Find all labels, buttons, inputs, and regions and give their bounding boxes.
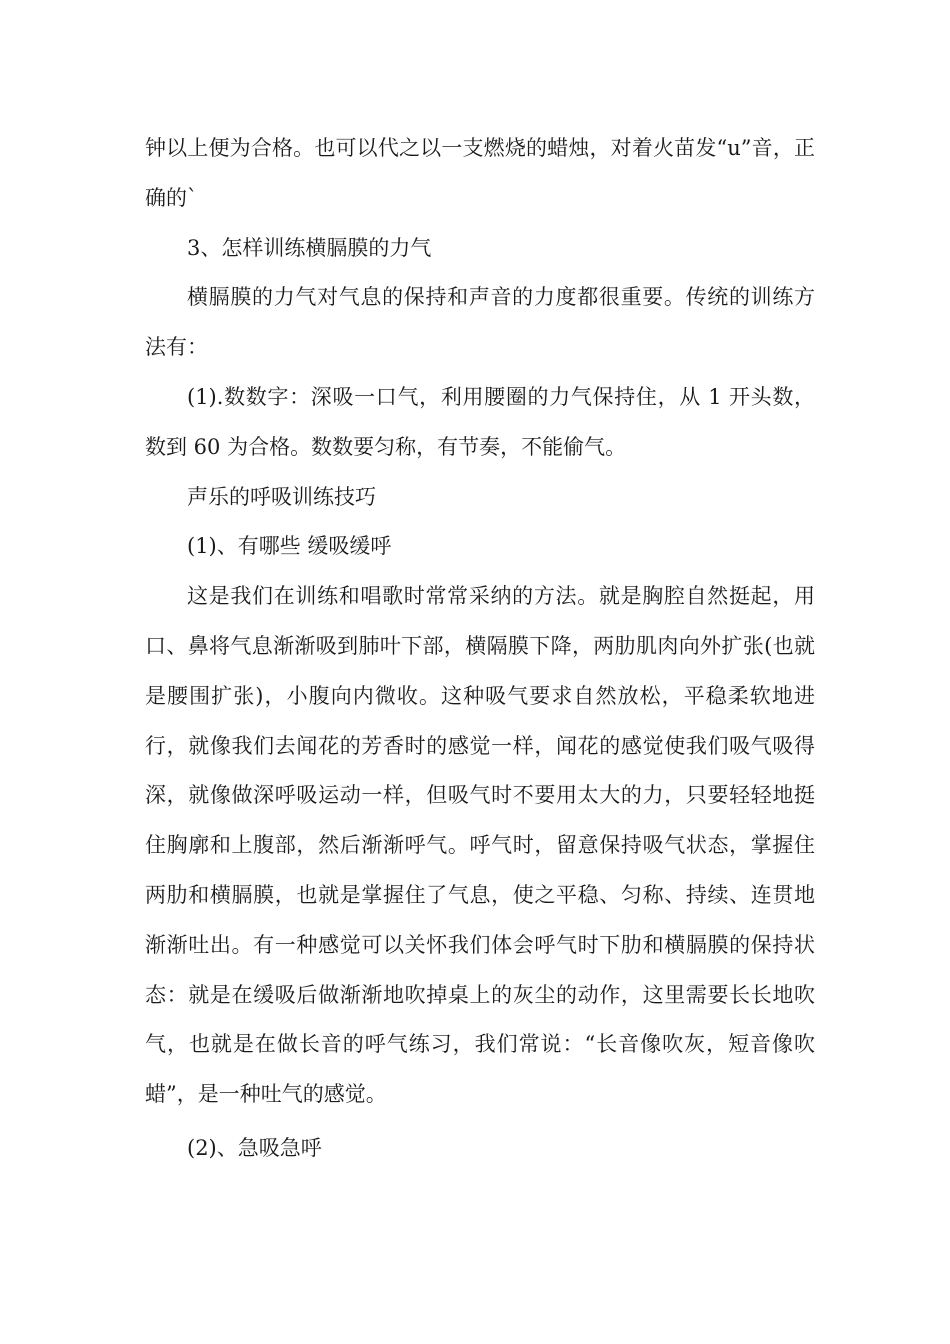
paragraph-counting-exercise: (1).数数字：深吸一口气，利用腰圈的力气保持住，从 1 开头数，数到 60 为合格。数数要匀称，有节奏，不能偷气。 [145,384,815,459]
paragraph-slow-breathing: 这是我们在训练和唱歌时常常采纳的方法。就是胸腔自然挺起，用口、鼻将气息渐渐吸到肺叶下部，横隔膜下降，两肋肌肉向外扩张(也就是腰围扩张)，小腹向内微收。这种吸气要求自然放松，平稳柔软地进行，就像我们去闻花的芳香时的感觉一样，闻花的感觉使我们吸气吸得深，就像做深呼吸运动一样，但吸气时不要用太大的力，只要轻轻地挺住胸廓和上腹部，然后渐渐呼气。呼气时，留意保持吸气状态，掌握住两肋和横膈膜，也就是掌握住了气息，使之平稳、匀称、持续、连贯地渐渐吐出。有一种感觉可以关怀我们体会呼气时下肋和横膈膜的保持状态：就是在缓吸后做渐渐地吹掉桌上的灰尘的动作，这里需要长长地吹气，也就是在做长音的呼气练习，我们常说：“长音像吹灰，短音像吹蜡”，是一种吐气的感觉。 [145,584,815,1107]
section-heading-breathing-tips: 声乐的呼吸训练技巧 [187,484,376,509]
paragraph-continuation: 钟以上便为合格。也可以代之以一支燃烧的蜡烛，对着火苗发“u”音，正确的` [145,136,815,210]
subheading-quick-breathing: (2)、急吸急呼 [187,1135,322,1160]
paragraph-diaphragm-intro: 横膈膜的力气对气息的保持和声音的力度都很重要。传统的训练方法有： [145,285,815,360]
document-body [145,124,815,1174]
section-heading-diaphragm: 3、怎样训练横膈膜的力气 [187,235,432,260]
subheading-slow-breathing: (1)、有哪些 缓吸缓呼 [187,534,392,559]
